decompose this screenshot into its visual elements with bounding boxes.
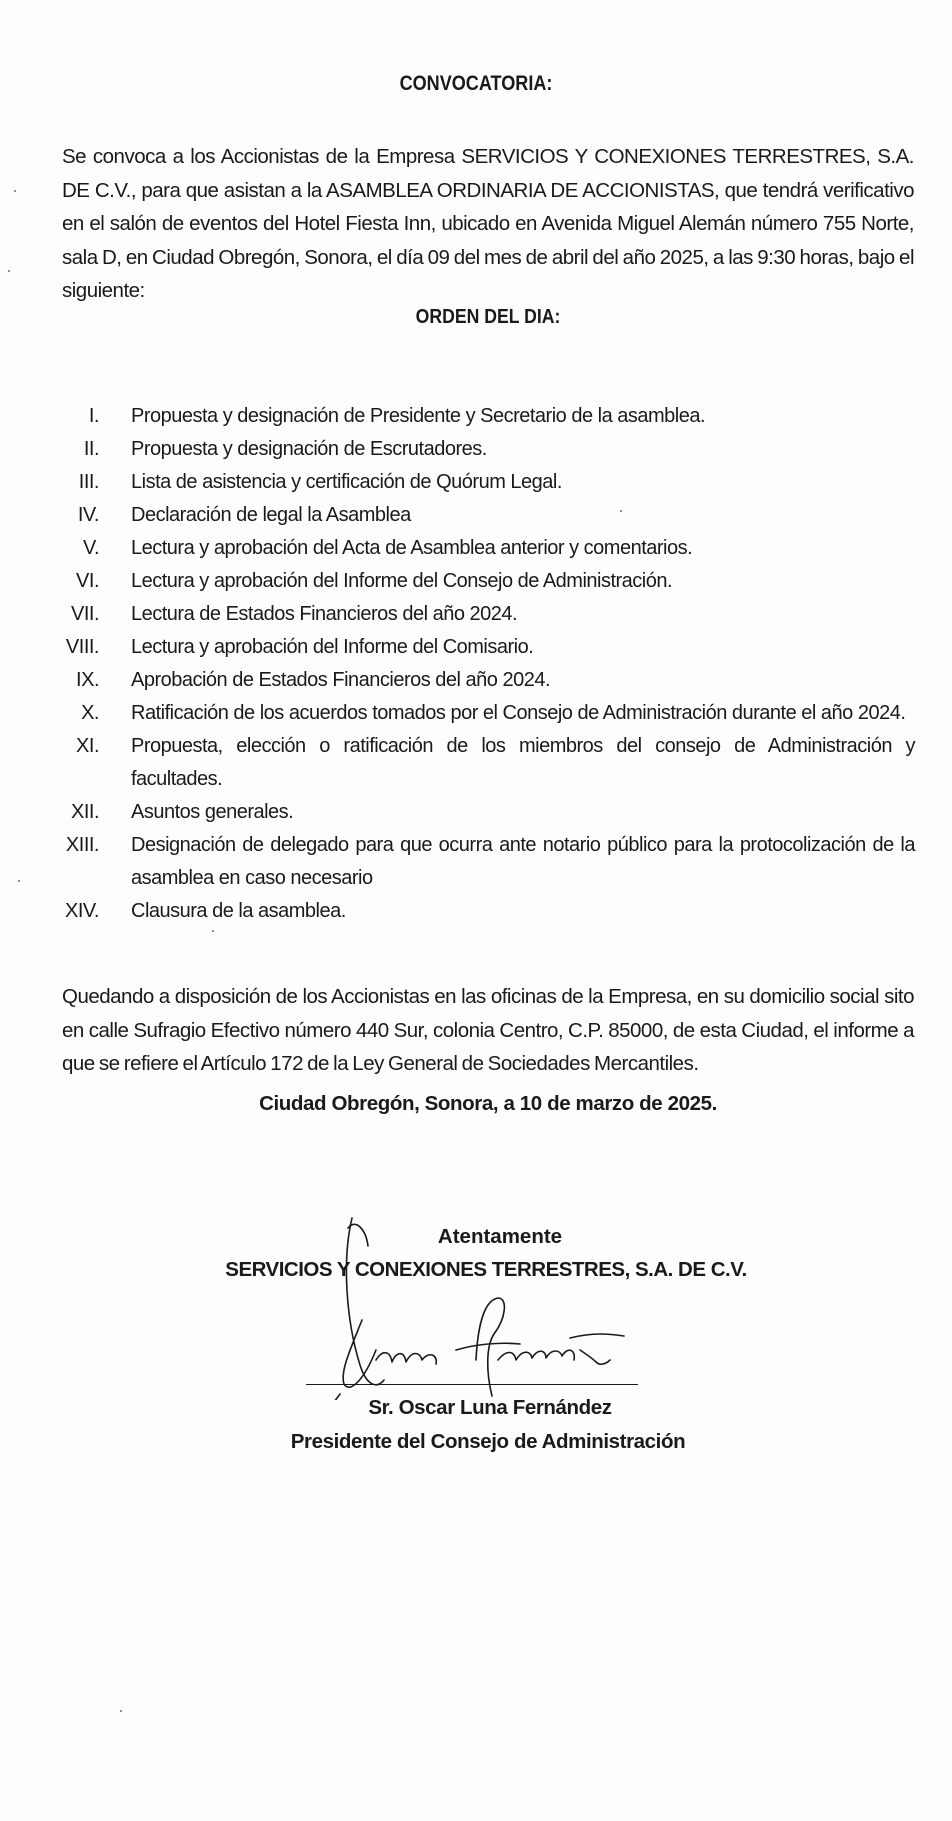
agenda-item-number: X. [81,702,99,724]
signature-stroke [476,1298,504,1396]
agenda-item [0,796,952,829]
agenda-item [0,433,952,466]
agenda-item-text: Lectura y aprobación del Informe del Consejo de Administración. [131,570,673,592]
document-title: CONVOCATORIA: [399,72,553,95]
signature-stroke [376,1353,436,1364]
agenda-item [0,730,952,796]
agenda-item-text: Propuesta, elección o ratificación de los miembros del consejo de Administración y facultades. [131,735,915,790]
agenda-item [0,664,952,697]
agenda-item-number: XII. [70,801,99,823]
scan-speck [18,880,20,882]
scan-speck [8,270,10,272]
agenda-item-number: IV. [77,504,99,526]
scan-speck [620,510,622,512]
company-name: SERVICIOS Y CONEXIONES TERRESTRES, S.A. DE C.V. [225,1258,747,1281]
agenda-item-number: XIV. [65,900,99,922]
agenda-item [0,895,952,928]
agenda-item-number: VIII. [65,636,99,658]
signature-stroke [570,1334,624,1338]
agenda-item-number: VI. [76,570,99,592]
agenda-item-number: III. [78,471,99,493]
agenda-item [0,466,952,499]
agenda-item-number: II. [83,438,99,460]
agenda-item-number: VII. [70,603,99,625]
agenda-item-text: Asuntos generales. [131,801,294,823]
signer-role: Presidente del Consejo de Administración [290,1430,686,1453]
agenda-item [0,697,952,730]
agenda-item [0,829,952,895]
agenda-title: ORDEN DEL DIA: [415,305,561,328]
agenda-item [0,598,952,631]
agenda-item-number: V. [82,537,99,559]
agenda-item-text: Lectura y aprobación del Informe del Comisario. [131,636,534,658]
agenda-item-text: Aprobación de Estados Financieros del año 2024. [131,669,551,691]
signature-line [306,1384,638,1385]
intro-paragraph: Se convoca a los Accionistas de la Empresa SERVICIOS Y CONEXIONES TERRESTRES, S.A. DE C.V., para que asistan a la ASAMBLEA ORDINARIA DE ACCIONISTAS, que tendrá verificativo en el salón de eventos del Hotel Fiesta Inn, ubicado en Avenida Miguel Alemán número 755 Norte, sala D, en Ciudad Obregón, Sonora, el día 09 del mes de abril del año 2025, a las 9:30 horas, bajo el siguiente: [62,145,914,302]
signature-stroke [346,1218,384,1385]
scan-speck [14,190,16,192]
agenda-item-text: Lectura y aprobación del Acta de Asamblea anterior y comentarios. [131,537,693,559]
agenda-item [0,400,952,433]
agenda-item-number: XIII. [65,834,99,856]
agenda-item [0,565,952,598]
agenda-item [0,631,952,664]
scan-speck [120,1710,122,1712]
scan-speck [212,930,214,932]
agenda-item-text: Lectura de Estados Financieros del año 2024. [131,603,518,625]
closing-word: Atentamente [437,1225,563,1248]
agenda-item-number: XI. [76,735,99,757]
handwritten-signature [280,1200,700,1400]
signature-stroke [580,1350,610,1364]
agenda-item [0,499,952,532]
agenda-item-number: IX. [76,669,99,691]
agenda-item-text: Clausura de la asamblea. [131,900,346,922]
place-date: Ciudad Obregón, Sonora, a 10 de marzo de 2025. [259,1092,717,1115]
agenda-item-text: Lista de asistencia y certificación de Quórum Legal. [131,471,562,493]
agenda-item-text: Propuesta y designación de Escrutadores. [131,438,487,460]
signature-stroke [343,1320,376,1387]
agenda-list [0,400,952,928]
closing-paragraph: Quedando a disposición de los Accionistas en las oficinas de la Empresa, en su domicilio social sito en calle Sufragio Efectivo número 440 Sur, colonia Centro, C.P. 85000, de esta Ciudad, el informe a que se refiere el Artículo 172 de la Ley General de Sociedades Mercantiles. [62,985,914,1075]
agenda-item-number: I. [88,405,99,427]
agenda-item [0,532,952,565]
signature-stroke [498,1350,574,1360]
signature-stroke [348,1224,368,1246]
signer-name: Sr. Oscar Luna Fernández [368,1396,612,1419]
agenda-item-text: Ratificación de los acuerdos tomados por el Consejo de Administración durante el año 2024. [131,702,906,724]
agenda-item-text: Declaración de legal la Asamblea [131,504,411,526]
agenda-item-text: Designación de delegado para que ocurra ante notario público para la protocolización de la asamblea en caso necesario [131,834,915,889]
agenda-item-text: Propuesta y designación de Presidente y Secretario de la asamblea. [131,405,706,427]
